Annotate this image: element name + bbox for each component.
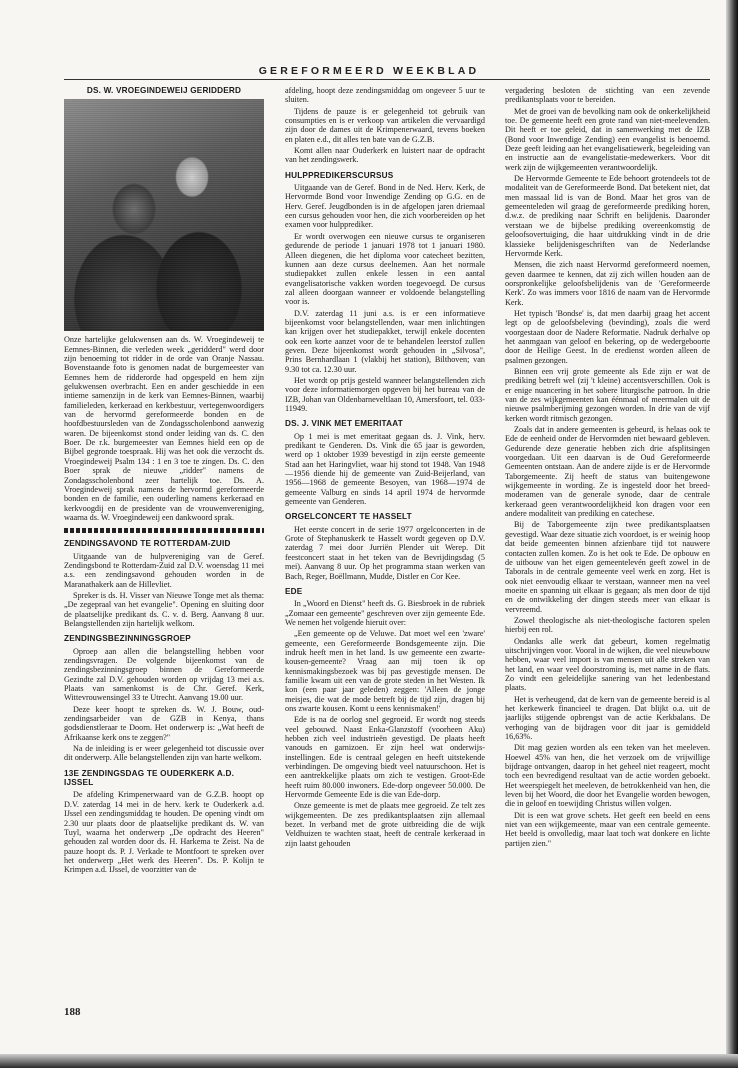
column-1 bbox=[64, 86, 264, 1016]
paragraph: Zoals dat in andere gemeenten is gebeurd, is helaas ook te Ede de eenheid onder de Hervormden niet bewaard gebleven. Gedurende deze generatie hebben zich drie afsplitsingen voorgedaan. Uit een daarvan is de Oud Gereformeerde Gemeenten ontstaan. Aan de andere zijde is er de Hervormde Taborgemeente. Zij heeft de status van buitengewone wijkgemeente in wording. Ze is ingesteld door het breed-moderamen van de generale synode, daar de centrale kerkeraad geen verantwoordelijkheid kon dragen voor een andere modaliteit van prediking en catechese. bbox=[505, 425, 710, 519]
article-heading-ouderkerk: 13E ZENDINGSDAG TE OUDERKERK A.D. IJSSEL bbox=[64, 768, 235, 788]
article-heading-bezinningsgroep: ZENDINGSBEZINNINGSGROEP bbox=[64, 634, 191, 644]
section-divider bbox=[64, 528, 264, 533]
paragraph: Het typisch 'Bondse' is, dat men daarbij graag het accent legt op de geloofsbeleving (bevinding), zoals die werd voorgestaan door de Nadere Reformatie. Nadruk derhalve op het aanmgaan van geloof en bekering, op de wedergeboorte door de Heilige Geest. In de eredienst worden alleen de psalmen gezongen. bbox=[505, 308, 710, 365]
paragraph: Bij de Taborgemeente zijn twee predikantsplaatsen gevestigd. Waar deze situatie zich voordoet, is er weinig hoop dat beide gemeenten binnen afzienbare tijd tot nauwere contacten zullen komen. Zo is het ook te Ede. De opbouw en de uitbouw van het eigen gemeentelevén geeft zowel in de Taborals in de centrale gemeente veel werk en zorg. Het is ook niet eenvoudig elkaar te verstaan, wanneer men na veel moeite en spanning uit elkaar is gegaan; als men door de tijd en de ontwikkeling der dingen steeds meer van elkaar is vervreemd. bbox=[505, 520, 710, 614]
paragraph: Dit is een wat grove schets. Het geeft een beeld en eens niet van een wijkgemeente, maar van een centrale gemeente. Het beeld is onvolledig, maar laat toch wat donkere en lichte partijen zien." bbox=[505, 810, 710, 848]
paragraph: Het eerste concert in de serie 1977 orgelconcerten in de Grote of Stephanuskerk te Hasselt wordt gegeven op D.V. zaterdag 7 mei door Jurriën Plender uit Werep. Dit feestconcert staat in het teken van de Bevrijdingsdag (5 mei). Aanvang 8 uur. Op het programma staan werken van Bach, Reger, Boëllmann, Mudde, Distler en Cor Kee. bbox=[285, 524, 485, 581]
paragraph: Binnen een vrij grote gemeente als Ede zijn er wat de prediking betreft wel (zij 't kleine) accentsverschillen. Ook is er enige nuancering in het sobere liturgische patroon. In drie van de zes wijkgemeenten kan éénmaal of meermalen uit de nieuwe psalmberijming gezongen worden. In drie van de vijf kerken wordt ritmisch gezongen. bbox=[505, 366, 710, 423]
photo-caption: Onze hartelijke gelukwensen aan ds. W. Vroegindeweij te Eemnes-Binnen, die verleden week „geridderd" werd door zijn benoeming tot ridder in de orde van Oranje Nassau. Bovenstaande foto is genomen nadat de burgemeester van Eemnes hem de ridderorde had opgespeld en hem zijn gelukwensen overbracht. Een en ander geschiedde in een intieme samenzijn in de kerk van Eemnes-Binnen, waarbij familieleden, kerkeraad en kerkbestuur, vertegenwoordigers van de hervormd gereformeerde bonden en de hoofdbestuursleden van de Zondagsscholenbond aanwezig waren. De bijeenkomst stond onder leiding van ds. C. den Boer. De r.k. burgemeester van Eemnes hield een op de Bijbel gegronde toespraak. Hij was het ook die verzocht ds. Vroegindeweij Psalm 134 : 1 en 3 toe te zingen. Ds. C. den Boer sprak de nieuwe „ridder" namens de Zondagsscholenbond zeer hartelijk toe. Ds. A. Vroegindeweij sprak namens de hervormd gereformeerde bonden en de familie, een ouderling namens kerkeraad en kerkvoogdij en de presidente van de vrouwenvereniging, waarna ds. W. Vroegindeweij een dankwoord sprak. bbox=[64, 335, 264, 522]
article-heading-hulppredikers: HULPPREDIKERSCURSUS bbox=[285, 170, 394, 180]
paragraph: In „Woord en Dienst" heeft ds. G. Biesbroek in de rubriek „Zomaar een gemeente" geschreven over zijn gemeente Ede. We nemen het volgende hieruit over: bbox=[285, 599, 485, 627]
paragraph: Zowel theologische als niet-theologische factoren spelen hierbij een rol. bbox=[505, 615, 710, 635]
paragraph: Mensen, die zich naast Hervormd gereformeerd noemen, geven daarmee te kennen, dat zij zich willen houden aan de oorspronkelijke geloofsbelijdenis van de 'Gereformeerde Kerk'. Zo was immers voor 1816 de naam van de Hervormde Kerk. bbox=[505, 260, 710, 307]
paragraph: Komt allen naar Ouderkerk en luistert naar de opdracht van het zendingswerk. bbox=[285, 146, 485, 165]
paragraph: Na de inleiding is er weer gelegenheid tot discussie over dit onderwerp. Alle belangstellenden zijn van harte welkom. bbox=[64, 744, 264, 763]
paragraph: Het is verheugend, dat de kern van de gemeente bereid is al het kerkewerk financieel te dragen. Dat blijkt o.a. uit de jaarlijks stijgende opbrengst van de actie Kerkbalans. De verhoging van de bijdragen voor dit jaar is gemiddeld 16,63%. bbox=[505, 694, 710, 742]
binding-shadow bbox=[726, 0, 738, 1068]
paragraph: Uitgaande van de Geref. Bond in de Ned. Herv. Kerk, de Hervormde Bond voor Inwendige Zending op G.G. en de Herv. Geref. Jeugdbonden is in de afgelopen jaren driemaal een cursus gehouden voor hen, die zich voorbereiden op het examen voor hulpprediker. bbox=[285, 183, 485, 230]
paragraph: Het wordt op prijs gesteld wanneer belangstellenden zich voor deze informatiemorgen opgeven bij het bureau van de IZB, Johan van Oldenbarneveltlaan 10, Amersfoort, tel. 033-11949. bbox=[285, 375, 485, 413]
paragraph: afdeling, hoopt deze zendingsmiddag om ongeveer 5 uur te sluiten. bbox=[285, 86, 485, 105]
paragraph: Spreker is ds. H. Visser van Nieuwe Tonge met als thema: „De zegepraal van het evangelie". Opening en sluiting door de plaatselijke predikant ds. C. v. d. Berg. Aanvang 8 uur. Belangstellenden zijn hartelijk welkom. bbox=[64, 590, 264, 628]
paragraph: Dit mag gezien worden als een teken van het meeleven. Hoewel 45% van hen, die het verzoek om de vrijwillige bijdrage ontvangen, daarop in het geheel niet reageert, mocht toch een bevredigend resultaat van de actie worden geboekt. Het weerspiegelt het meeleven, de betrokkenheid van hen, die leven bij het Woord, die door het Evangelie worden bewogen, die in geloof en toewijding Christus willen volgen. bbox=[505, 743, 710, 809]
column-2 bbox=[285, 86, 485, 1016]
running-head: GEREFORMEERD WEEKBLAD bbox=[258, 65, 480, 77]
paragraph: Er wordt overwogen een nieuwe cursus te organiseren gedurende de periode 1 januari 1978 tot 1 januari 1980. Alleen diegenen, die het diploma voor catecheet bezitten, kunnen aan deze cursus deelnemen. Aan het normale studiepakket zullen enkele lessen in een aantal evangelisatorische vakken worden toegevoegd. De cursus zal alleen doorgaan wanneer er voldoende belangstelling voor is. bbox=[285, 231, 485, 307]
paragraph: vergadering besloten de stichting van een zevende predikantsplaats voor te bereiden. bbox=[505, 86, 710, 105]
paragraph: Tijdens de pauze is er gelegenheid tot gebruik van consumpties en is er verkoop van artikelen die vervaardigd zijn door de dames uit de Krimpenerwaard, tevens boeken en platen e.d., dit alles ten bate van de G.Z.B. bbox=[285, 106, 485, 144]
paragraph: Onze gemeente is met de plaats mee gegroeid. Ze telt zes wijkgemeenten. De zes predikantsplaatsen zijn allemaal bezet. In verband met de grote uitbreiding die de wijk Veldhuizen te wachten staat, heeft de centrale kerkeraad in zijn laatst gehouden bbox=[285, 801, 485, 848]
article-heading-vink: DS. J. VINK MET EMERITAAT bbox=[285, 419, 403, 429]
paragraph: Op 1 mei is met emeritaat gegaan ds. J. Vink, herv. predikant te Genderen. Ds. Vink die 65 jaar is geworden, werd op 1 oktober 1939 bevestigd in zijn eerste gemeente Stad aan het Haringvliet, waar hij stond tot 1948. Van 1948—1956 diende hij de gemeente van Zuid-Beijerland, van 1956—1968 de gemeente Besoyen, van 1968—1974 de gemeente Valburg en sinds 14 april 1974 de hervormde gemeente van Genderen. bbox=[285, 431, 485, 507]
paragraph: Uitgaande van de hulpvereniging van de Geref. Zendingsbond te Rotterdam-Zuid zal D.V. woensdag 11 mei a.s. een zendingsavond gehouden worden in de Maranathakerk aan de Hillevliet. bbox=[64, 551, 264, 589]
header-rule bbox=[64, 79, 710, 80]
article-heading-ede: EDE bbox=[285, 586, 303, 596]
article-heading-rotterdam: ZENDINGSAVOND TE ROTTERDAM-ZUID bbox=[64, 539, 231, 549]
column-3 bbox=[505, 86, 710, 1016]
paragraph: Ede is na de oorlog snel gegroeid. Er wordt nog steeds veel gebouwd. Naast Enka-Glanzstoff (voorheen Aku) hebben zich veel industrieën gevestigd. De plaats heeft vanouds en garnizoen. Er zijn heel wat onderwijs-instellingen. Ede is centraal gelegen en heeft uitstekende verbindingen. De omgeving biedt veel natuurschoon. Het is een aantrekkelijke plaats om zich te vestigen. Groot-Ede heeft ruim 80.000 inwoners. Ede-dorp ongeveer 50.000. De Hervormde Gemeente Ede is die van Ede-dorp. bbox=[285, 715, 485, 800]
paragraph: Deze keer hoopt te spreken ds. W. J. Bouw, oud-zendingsarbeider van de GZB in Kenya, thans godsdienstleraar te Doorn. Het onderwerp is: „Wat heeft de Afrikaanse kerk ons te zeggen?" bbox=[64, 704, 264, 742]
paragraph: Ondanks alle werk dat gebeurt, komen regelmatig uitschrijvingen voor. Vooral in de wijken, die veel nieuwbouw hebben, waar veel import is van mensen uit alle streken van het land, en waar veel doorstroming is, met name in de flats. Zo vindt een geleidelijke sanering van het ledenbestand plaats. bbox=[505, 636, 710, 693]
page-bottom-shadow bbox=[0, 1054, 738, 1068]
page-number: 188 bbox=[64, 1006, 81, 1018]
paragraph: De Hervormde Gemeente te Ede behoort grotendeels tot de modaliteit van de Gereformeerde Bond. Dat betekent niet, dat men massaal lid is van de Bond. Maar het gros van de gemeenteleden wil graag de gereformeerde prediking horen, d.w.z. de prediking naar Schrift en belijdenis. Daaronder verstaan we de bijbelse prediking overeenkomstig de geloofsovertuiging, die haar uitdrukking vindt in de drie klassieke belijdenisgeschriften van de Nederlandse Hervormde Kerk. bbox=[505, 174, 710, 258]
paragraph: „Een gemeente op de Veluwe. Dat moet wel een 'zware' gemeente, een Gereformeerde Bondsgemeente zijn. Die indruk heeft men in het land. Is uw gemeente een zwarte-kousen-gemeente? Vraag aan mij toen ik op kennismakingsbezoek was bij pas gevestigde mensen. De familie kwam uit een van de grote steden in het Westen. Ik kon (een paar jaar geleden) zeggen: 'Alleen de jonge meisjes, die wat de mode betreft bij de tijd zijn, dragen bij ons zwarte kousen. Komt u eens kennismaken!' bbox=[285, 629, 485, 713]
article-heading-orgelconcert: ORGELCONCERT TE HASSELT bbox=[285, 512, 412, 522]
paragraph: De afdeling Krimpenerwaard van de G.Z.B. hoopt op D.V. zaterdag 14 mei in de herv. kerk te Ouderkerk a.d. IJssel een zendingsmiddag te houden. De opening vindt om 2.30 uur plaats door de plaatselijke predikant ds. W. van Tuyl, waarna het onderwerp „De opdracht des Heeren" gehouden zal worden door ds. H. Harkema te Zeist. Na de pauze hoopt ds. P. J. Verkade te Montfoort te spreken over het onderwerp „Het werk des Heeren". Ds. P. Kolijn te Krimpen a.d. IJssel, de voorzitter van de bbox=[64, 790, 264, 875]
photo-ceremony bbox=[64, 99, 264, 331]
paragraph: Oproep aan allen die belangstelling hebben voor zendingsvragen. De volgende bijeenkomst van de zendingsbezinningsgroep binnen de Gereformeerde Gezindte zal D.V. gehouden worden op vrijdag 13 mei a.s. Plaats van samenkomst is de Chr. Geref. Kerk, Wittevrouwensingel 33 te Utrecht. Aanvang 19.00 uur. bbox=[64, 646, 264, 703]
article-heading-vroegindeweij: DS. W. VROEGINDEWEIJ GERIDDERD bbox=[86, 86, 242, 95]
paragraph: D.V. zaterdag 11 juni a.s. is er een informatieve bijeenkomst voor belangstellenden, waar men inlichtingen kan krijgen over het studiepakket, terwijl enkele docenten ook een korte aanzet voor de te behandelen leerstof zullen geven. Deze bijeenkomst wordt gehouden in „Silvosa", Prins Bernhardlaan 1 (vlakbij het station), Bilthoven; van 9.30 tot ca. 12.30 uur. bbox=[285, 308, 485, 374]
paragraph: Met de groei van de bevolking nam ook de onkerkelijkheid toe. De gemeente heeft een grote rand van niet-meelevenden. Dit heeft er toe geleid, dat in samenwerking met de IZB (Bond voor Inwendige Zending) een evangelist is benoemd. Deze geeft leiding aan het evangelisatiewerk, begeleiding van en instructie aan de evangelistatie-medewerkers. Voor dit werk zijn de wijkgemeenten verantwoordelijk. bbox=[505, 106, 710, 172]
